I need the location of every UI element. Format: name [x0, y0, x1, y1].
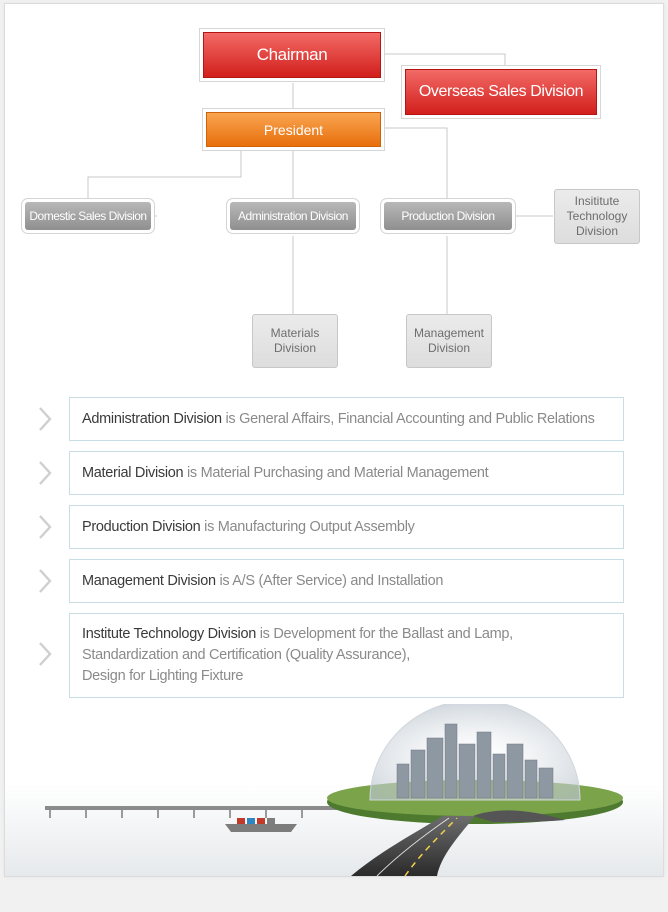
overseas-sales-box: [405, 69, 597, 115]
materials-line-2: Division: [273, 341, 316, 355]
row-name: Production Division: [82, 518, 201, 535]
chairman-label: Chairman: [256, 45, 328, 64]
description-row-material: [69, 451, 624, 495]
row-text: is A/S (After Service) and Installation: [215, 572, 444, 589]
description-row-institute: [69, 613, 624, 698]
institute-line-3: Division: [575, 224, 618, 238]
institute-box: [554, 189, 640, 244]
row-text: is Manufacturing Output Assembly: [200, 518, 415, 535]
management-box: [406, 314, 492, 368]
chevron-right-icon: [36, 406, 54, 432]
description-row-production: [69, 505, 624, 549]
row-name: Material Division: [82, 464, 184, 481]
row-text: is General Affairs, Financial Accounting and Public Relations: [221, 410, 595, 427]
production-label: Production Division: [401, 209, 495, 223]
materials-line-1: Materials: [270, 326, 320, 340]
row-name: Administration Division: [82, 410, 222, 427]
production-box: [384, 202, 512, 230]
row-text: is Development for the Ballast and Lamp,: [256, 626, 513, 642]
management-line-2: Division: [427, 341, 470, 355]
chevron-right-icon: [36, 568, 54, 594]
chevron-right-icon: [36, 460, 54, 486]
chevron-right-icon: [36, 641, 54, 667]
president-label: President: [263, 121, 324, 138]
domestic-sales-label: Domestic Sales Division: [29, 209, 147, 223]
row-name: Management Division: [82, 572, 216, 589]
domestic-sales-box: [25, 202, 151, 230]
administration-label: Administration Division: [238, 209, 348, 223]
description-row-management: [69, 559, 624, 603]
management-line-1: Management: [413, 326, 485, 340]
description-row-administration: [69, 397, 624, 441]
materials-box: [252, 314, 338, 368]
institute-line-1: Insititute: [574, 194, 620, 208]
president-box: [206, 112, 381, 147]
overseas-sales-label: Overseas Sales Division: [418, 83, 584, 100]
city-road-illustration: [5, 704, 663, 876]
row-text-line-3: Design for Lighting Fixture: [82, 668, 244, 684]
administration-box: [230, 202, 356, 230]
page-frame: [4, 3, 664, 877]
row-text: is Material Purchasing and Material Management: [183, 464, 489, 481]
row-name: Institute Technology Division: [82, 626, 256, 642]
chairman-box: [203, 32, 381, 78]
row-text-line-2: Standardization and Certification (Quality Assurance),: [82, 647, 410, 663]
institute-line-2: Technology: [566, 209, 628, 223]
chevron-right-icon: [36, 514, 54, 540]
